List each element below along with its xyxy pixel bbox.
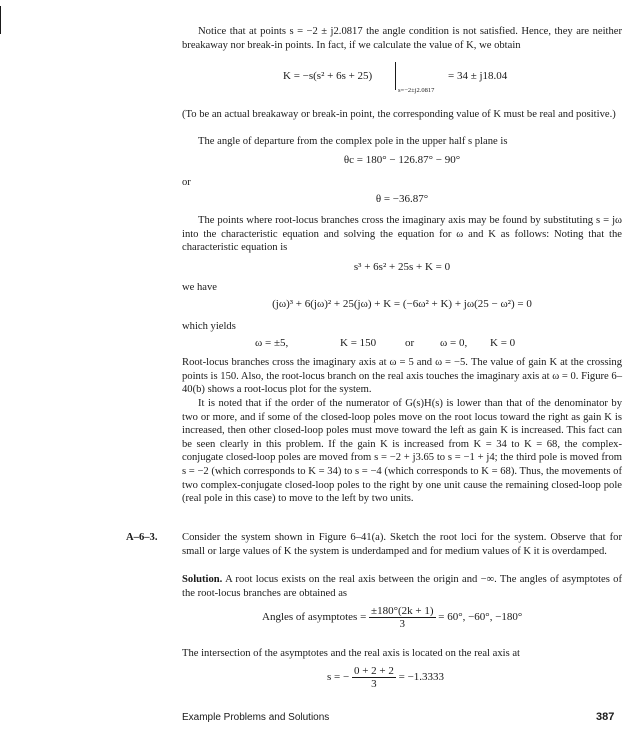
equation-4: s³ + 6s² + 25s + K = 0 (353, 261, 451, 273)
equation-8-lhs: s = − (327, 671, 350, 684)
word-or: or (182, 177, 191, 188)
phrase-we-have: we have (182, 282, 217, 293)
equation-1-lhs: K = −s(s² + 6s + 25) (283, 70, 373, 82)
paragraph-5: Root-locus branches cross the imaginary axis at ω = 5 and ω = −5. The value of gain K at the crossing points is 150. Also, the root-locus branch on the real axis touches the imaginary axis at ω = 0. Figure 6–40(b) shows a root-locus plot for the system. (182, 357, 622, 396)
equation-8 (327, 665, 444, 690)
equation-6c: ω = 0, (440, 337, 468, 349)
paragraph-8 (182, 573, 622, 600)
equation-6-or: or (405, 337, 415, 349)
phrase-which-yields: which yields (182, 321, 236, 332)
equation-1 (283, 70, 372, 82)
equation-8-rhs: = −1.3333 (398, 671, 445, 684)
equation-7-lhs: Angles of asymptotes = (262, 611, 367, 624)
paragraph-9: The intersection of the asymptotes and the real axis is located on the real axis at (182, 648, 521, 659)
page-number: 387 (596, 711, 615, 723)
footer-left: Example Problems and Solutions (182, 712, 330, 723)
equation-3: θ = −36.87° (375, 193, 429, 205)
equation-8-denominator: 3 (371, 678, 377, 690)
equation-7-denominator: 3 (399, 618, 406, 630)
problem-label: A–6–3. (126, 532, 158, 543)
paragraph-2: (To be an actual breakaway or break-in point, the corresponding value of K must be real and positive.) (182, 109, 616, 120)
paragraph-7: Consider the system shown in Figure 6–41(a). Sketch the root loci for the system. Observe that for small or large values of K the system is underdamped and for medium values of K it is overdamped. (182, 532, 622, 557)
equation-6d: K = 0 (490, 337, 516, 349)
equation-7-numerator: ±180°(2k + 1) (371, 605, 434, 617)
equation-6b: K = 150 (340, 337, 377, 349)
equation-8-fraction (352, 665, 396, 690)
evaluation-bar (395, 62, 396, 90)
equation-8-numerator: 0 + 2 + 2 (353, 665, 394, 677)
equation-5: (jω)³ + 6(jω)² + 25(jω) + K = (−6ω² + K) + jω(25 − ω²) = 0 (272, 298, 532, 310)
equation-6a: ω = ±5, (255, 337, 289, 349)
equation-7-rhs: = 60°, −60°, −180° (438, 611, 523, 624)
paragraph-8-text: A root locus exists on the real axis between the origin and −∞. The angles of asymptotes of the root-locus branches are obtained as (182, 574, 622, 599)
paragraph-1: Notice that at points s = −2 ± j2.0817 the angle condition is not satisfied. Hence, they are neither breakaway nor break-in points. In fact, if we calculate the value of K, we obtain (182, 26, 622, 51)
solution-label: Solution. (182, 574, 223, 585)
paragraph-4: The points where root-locus branches cross the imaginary axis may be found by substituting s = jω into the characteristic equation and solving the equation for ω and K as follows: Noting that the characteristic equation is (182, 215, 622, 254)
equation-1-rhs: = 34 ± j18.04 (448, 70, 508, 82)
paragraph-6: It is noted that if the order of the numerator of G(s)H(s) is lower than that of the denominator by two or more, and if some of the closed-loop poles move on the root locus toward the right as gain K is increased, then other closed-loop poles must move toward the left as gain K is increased. This fact can be seen clearly in this problem. If the gain K is increased from K = 34 to K = 68, the complex-conjugate closed-loop poles are moved from s = −2 + j3.65 to s = −1 + j4; the third pole is moved from s = −2 (which corresponds to K = 34) to s = −4 (which corresponds to K = 68). Thus, the movements of two complex-conjugate closed-loop poles to the right by one unit cause the remaining closed-loop pole (real pole in this case) to move to the left by two units. (182, 398, 622, 505)
equation-7-fraction (369, 605, 435, 630)
margin-mark (0, 6, 1, 34)
equation-1-subscript: s=−2±j2.0817 (398, 87, 435, 94)
paragraph-3: The angle of departure from the complex pole in the upper half s plane is (198, 136, 508, 147)
equation-7 (262, 605, 522, 630)
equation-2: θc = 180° − 126.87° − 90° (343, 154, 461, 166)
